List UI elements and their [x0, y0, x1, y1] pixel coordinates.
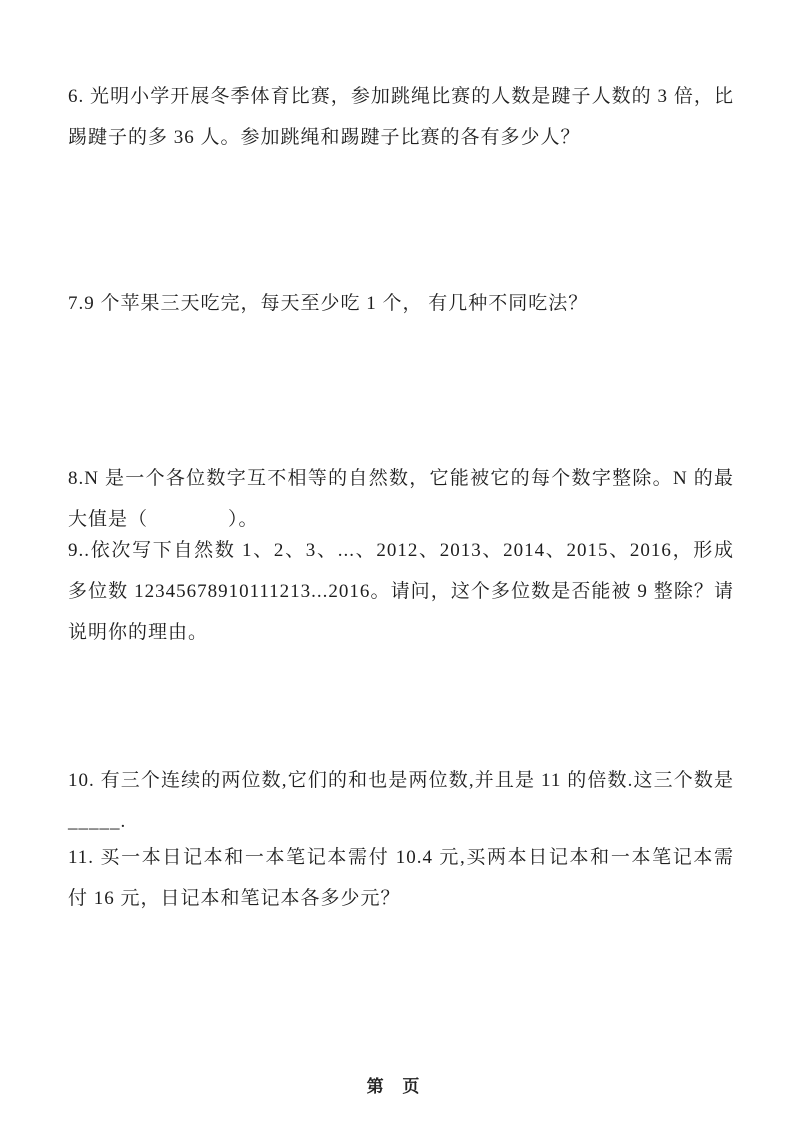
question-8: 8.N 是一个各位数字互不相等的自然数，它能被它的每个数字整除。N 的最大值是（ ）。: [68, 468, 734, 530]
page-number-footer: 第 页: [366, 1077, 427, 1096]
question-6: 6. 光明小学开展冬季体育比赛，参加跳绳比赛的人数是踺子人数的 3 倍，比踢踺子的多 36 人。参加跳绳和踢踺子比赛的各有多少人？: [68, 86, 734, 148]
question-9: 9..依次写下自然数 1、2、3、...、2012、2013、2014、2015、2016，形成多位数 12345678910111213...2016。请问，这个多位数是否能被 9 整除？请说明你的理由。: [68, 540, 734, 643]
question-7: 7.9 个苹果三天吃完，每天至少吃 1 个， 有几种不同吃法？: [68, 293, 589, 314]
question-11: 11. 买一本日记本和一本笔记本需付 10.4 元,买两本日记本和一本笔记本需付 16 元，日记本和笔记本各多少元？: [68, 847, 734, 909]
question-10: 10. 有三个连续的两位数,它们的和也是两位数,并且是 11 的倍数.这三个数是_____.: [68, 770, 734, 832]
